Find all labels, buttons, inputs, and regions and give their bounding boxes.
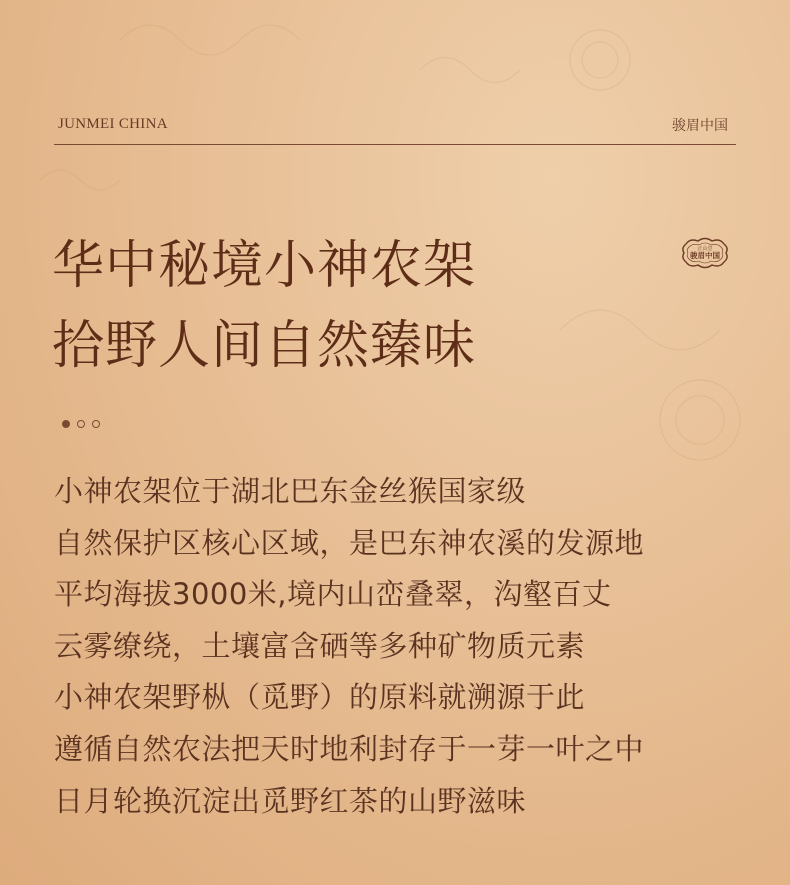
body-line: 自然保护区核心区域，是巴东神农溪的发源地 (54, 525, 645, 560)
seal-top-text: 正山堂 (697, 246, 713, 252)
body-line: 遵循自然农法把天时地利封存于一芽一叶之中 (54, 731, 645, 766)
page-title (52, 226, 476, 386)
brand-name-chinese: 骏眉中国 (672, 118, 728, 134)
pagination-dots (62, 420, 100, 428)
junmei-seal-logo-icon (680, 236, 730, 270)
body-line: 平均海拔3000米,境内山峦叠翠，沟壑百丈 (54, 577, 612, 612)
body-line: 小神农架野枞（觅野）的原料就溯源于此 (54, 680, 586, 715)
header-bar (54, 112, 736, 145)
body-line: 小神农架位于湖北巴东金丝猴国家级 (54, 474, 527, 508)
seal-main-text: 骏眉中国 (690, 251, 720, 260)
pagination-dot-1[interactable] (62, 420, 70, 428)
pagination-dot-2[interactable] (77, 420, 85, 428)
pagination-dot-3[interactable] (92, 420, 100, 428)
description-paragraph (54, 466, 644, 827)
title-line-1: 华中秘境小神农架 (52, 236, 477, 296)
body-line: 云雾缭绕，土壤富含硒等多种矿物质元素 (54, 628, 586, 663)
title-line-2: 拾野人间自然臻味 (52, 316, 477, 376)
body-line: 日月轮换沉淀出觅野红茶的山野滋味 (54, 783, 527, 818)
brand-name-english: JUNMEI CHINA (58, 116, 168, 132)
